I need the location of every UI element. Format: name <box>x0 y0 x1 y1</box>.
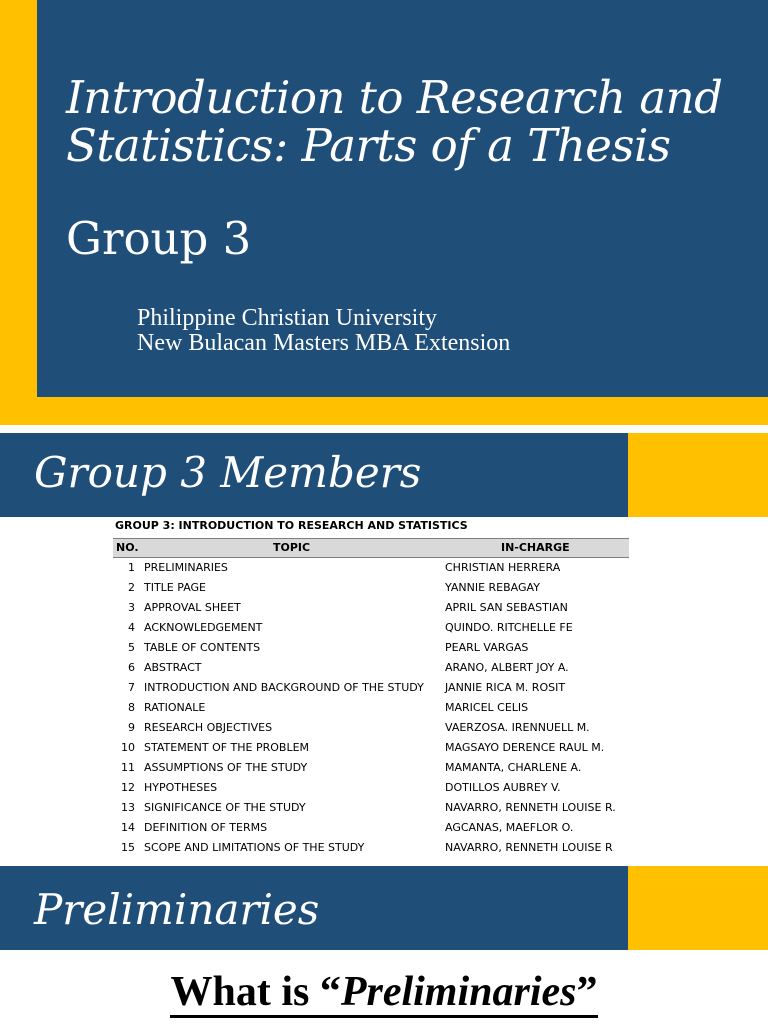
presentation-title <box>66 71 756 172</box>
row-no: 10 <box>121 741 135 754</box>
row-topic: DEFINITION OF TERMS <box>144 821 268 834</box>
table-row <box>113 758 629 778</box>
row-in-charge: AGCANAS, MAEFLOR O. <box>445 821 574 834</box>
row-no: 7 <box>128 681 135 694</box>
row-no: 2 <box>128 581 135 594</box>
row-no: 5 <box>128 641 135 654</box>
row-topic: ASSUMPTIONS OF THE STUDY <box>144 761 308 774</box>
row-in-charge: CHRISTIAN HERRERA <box>445 561 561 574</box>
title-line-2: Statistics: Parts of a Thesis <box>66 119 671 172</box>
university-name: Philippine Christian University <box>137 305 437 331</box>
row-no: 12 <box>121 781 135 794</box>
question-heading <box>0 966 768 1018</box>
row-in-charge: MAMANTA, CHARLENE A. <box>445 761 582 774</box>
title-line-1: Introduction to Research and <box>66 71 723 124</box>
question-suffix: ” <box>576 969 598 1015</box>
row-in-charge: APRIL SAN SEBASTIAN <box>445 601 568 614</box>
preliminaries-slide-accent <box>628 866 768 950</box>
table-row <box>113 578 629 598</box>
table-row <box>113 818 629 838</box>
question-underlined <box>170 969 597 1018</box>
table-row <box>113 618 629 638</box>
row-no: 1 <box>128 561 135 574</box>
row-in-charge: NAVARRO, RENNETH LOUISE R <box>445 841 613 854</box>
header-in-charge: IN-CHARGE <box>501 541 570 554</box>
preliminaries-slide-title: Preliminaries <box>34 885 320 934</box>
row-topic: STATEMENT OF THE PROBLEM <box>144 741 310 754</box>
row-in-charge: YANNIE REBAGAY <box>445 581 540 594</box>
row-in-charge: ARANO, ALBERT JOY A. <box>445 661 569 674</box>
row-no: 14 <box>121 821 135 834</box>
question-prefix: What is “ <box>170 969 341 1015</box>
table-row <box>113 778 629 798</box>
question-emphasis: Preliminaries <box>340 969 577 1015</box>
table-row <box>113 838 629 858</box>
row-topic: INTRODUCTION AND BACKGROUND OF THE STUDY <box>144 681 424 694</box>
row-topic: ABSTRACT <box>144 661 202 674</box>
table-header <box>113 538 629 558</box>
row-topic: PRELIMINARIES <box>144 561 228 574</box>
row-topic: SIGNIFICANCE OF THE STUDY <box>144 801 306 814</box>
table-row <box>113 798 629 818</box>
table-row <box>113 558 629 578</box>
row-no: 11 <box>121 761 135 774</box>
row-in-charge: JANNIE RICA M. ROSIT <box>445 681 566 694</box>
members-slide-title: Group 3 Members <box>34 448 422 497</box>
table-row <box>113 638 629 658</box>
row-no: 4 <box>128 621 135 634</box>
header-topic: TOPIC <box>273 541 311 554</box>
members-table-body <box>113 558 629 858</box>
row-topic: TITLE PAGE <box>144 581 206 594</box>
row-no: 15 <box>121 841 135 854</box>
row-in-charge: NAVARRO, RENNETH LOUISE R. <box>445 801 616 814</box>
table-row <box>113 718 629 738</box>
row-no: 13 <box>121 801 135 814</box>
row-no: 3 <box>128 601 135 614</box>
row-topic: TABLE OF CONTENTS <box>144 641 261 654</box>
table-caption: GROUP 3: INTRODUCTION TO RESEARCH AND STATISTICS <box>115 519 468 532</box>
row-in-charge: MARICEL CELIS <box>445 701 529 714</box>
row-topic: SCOPE AND LIMITATIONS OF THE STUDY <box>144 841 365 854</box>
row-topic: RATIONALE <box>144 701 206 714</box>
table-row <box>113 658 629 678</box>
table-row <box>113 598 629 618</box>
group-heading: Group 3 <box>66 212 252 265</box>
row-in-charge: MAGSAYO DERENCE RAUL M. <box>445 741 605 754</box>
row-topic: HYPOTHESES <box>144 781 218 794</box>
row-no: 9 <box>128 721 135 734</box>
row-in-charge: VAERZOSA. IRENNUELL M. <box>445 721 590 734</box>
row-no: 6 <box>128 661 135 674</box>
row-in-charge: PEARL VARGAS <box>445 641 529 654</box>
header-no: NO. <box>116 541 139 554</box>
extension-name: New Bulacan Masters MBA Extension <box>137 330 511 356</box>
row-topic: ACKNOWLEDGEMENT <box>144 621 263 634</box>
table-row <box>113 678 629 698</box>
row-no: 8 <box>128 701 135 714</box>
row-topic: RESEARCH OBJECTIVES <box>144 721 273 734</box>
members-slide-accent <box>628 433 768 517</box>
row-in-charge: QUINDO. RITCHELLE FE <box>445 621 573 634</box>
row-in-charge: DOTILLOS AUBREY V. <box>445 781 561 794</box>
table-row <box>113 738 629 758</box>
table-row <box>113 698 629 718</box>
row-topic: APPROVAL SHEET <box>144 601 241 614</box>
